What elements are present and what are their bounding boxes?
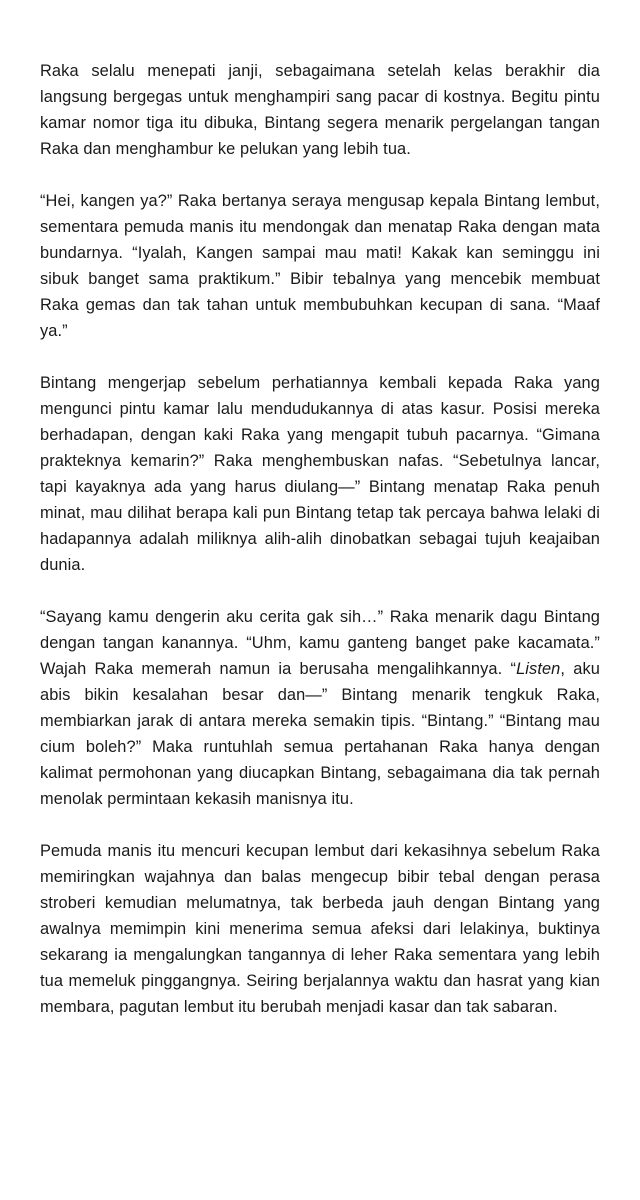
paragraph-3: Bintang mengerjap sebelum perhatiannya kembali kepada Raka yang mengunci pintu kamar lalu mendudukannya di atas kasur. Posisi mereka berhadapan, dengan kaki Raka yang mengapit tubuh pacarnya. “Gimana prakteknya kemarin?” Raka menghembuskan nafas. “Sebetulnya lancar, tapi kayaknya ada yang harus diulang—” Bintang menatap Raka penuh minat, mau dilihat berapa kali pun Bintang tetap tak percaya bahwa lelaki di hadapannya adalah miliknya alih-alih dinobatkan sebagai tujuh keajaiban dunia. (40, 374, 600, 574)
paragraph-1: Raka selalu menepati janji, sebagaimana setelah kelas berakhir dia langsung bergegas untuk menghampiri sang pacar di kostnya. Begitu pintu kamar nomor tiga itu dibuka, Bintang segera menarik pergelangan tangan Raka dan menghambur ke pelukan yang lebih tua. (40, 62, 600, 158)
paragraph-4-part-1: “Sayang kamu dengerin aku cerita gak sih…” Raka menarik dagu Bintang dengan tangan kanannya. “Uhm, kamu ganteng banget pake kacamata.” Wajah Raka memerah namun ia berusaha mengalihkannya. “ (40, 608, 600, 678)
paragraph-4-part-2: , aku abis bikin kesalahan besar dan—” Bintang menarik tengkuk Raka, membiarkan jarak di antara mereka semakin tipis. “Bintang.” “Bintang mau cium boleh?” Maka runtuhlah semua pertahanan Raka hanya dengan kalimat permohonan yang diucapkan Bintang, sebagaimana dia tak pernah menolak permintaan kekasih manisnya itu. (40, 660, 600, 808)
paragraph-2: “Hei, kangen ya?” Raka bertanya seraya mengusap kepala Bintang lembut, sementara pemuda manis itu mendongak dan menatap Raka dengan mata bundarnya. “Iyalah, Kangen sampai mau mati! Kakak kan seminggu ini sibuk banget sama praktikum.” Bibir tebalnya yang mencebik membuat Raka gemas dan tak tahan untuk membubuhkan kecupan di sana. “Maaf ya.” (40, 192, 600, 340)
paragraph-5: Pemuda manis itu mencuri kecupan lembut dari kekasihnya sebelum Raka memiringkan wajahnya dan balas mengecup bibir tebal dengan perasa stroberi kemudian melumatnya, tak berbeda jauh dengan Bintang yang awalnya memimpin kini menerima semua afeksi dari lelakinya, buktinya sekarang ia mengalungkan tangannya di leher Raka sementara yang lebih tua memeluk pinggangnya. Seiring berjalannya waktu dan hasrat yang kian membara, pagutan lembut itu berubah menjadi kasar dan tak sabaran. (40, 842, 600, 1016)
paragraph-4 (40, 604, 600, 812)
story-text (40, 58, 600, 1020)
italic-word: Listen (516, 660, 561, 678)
